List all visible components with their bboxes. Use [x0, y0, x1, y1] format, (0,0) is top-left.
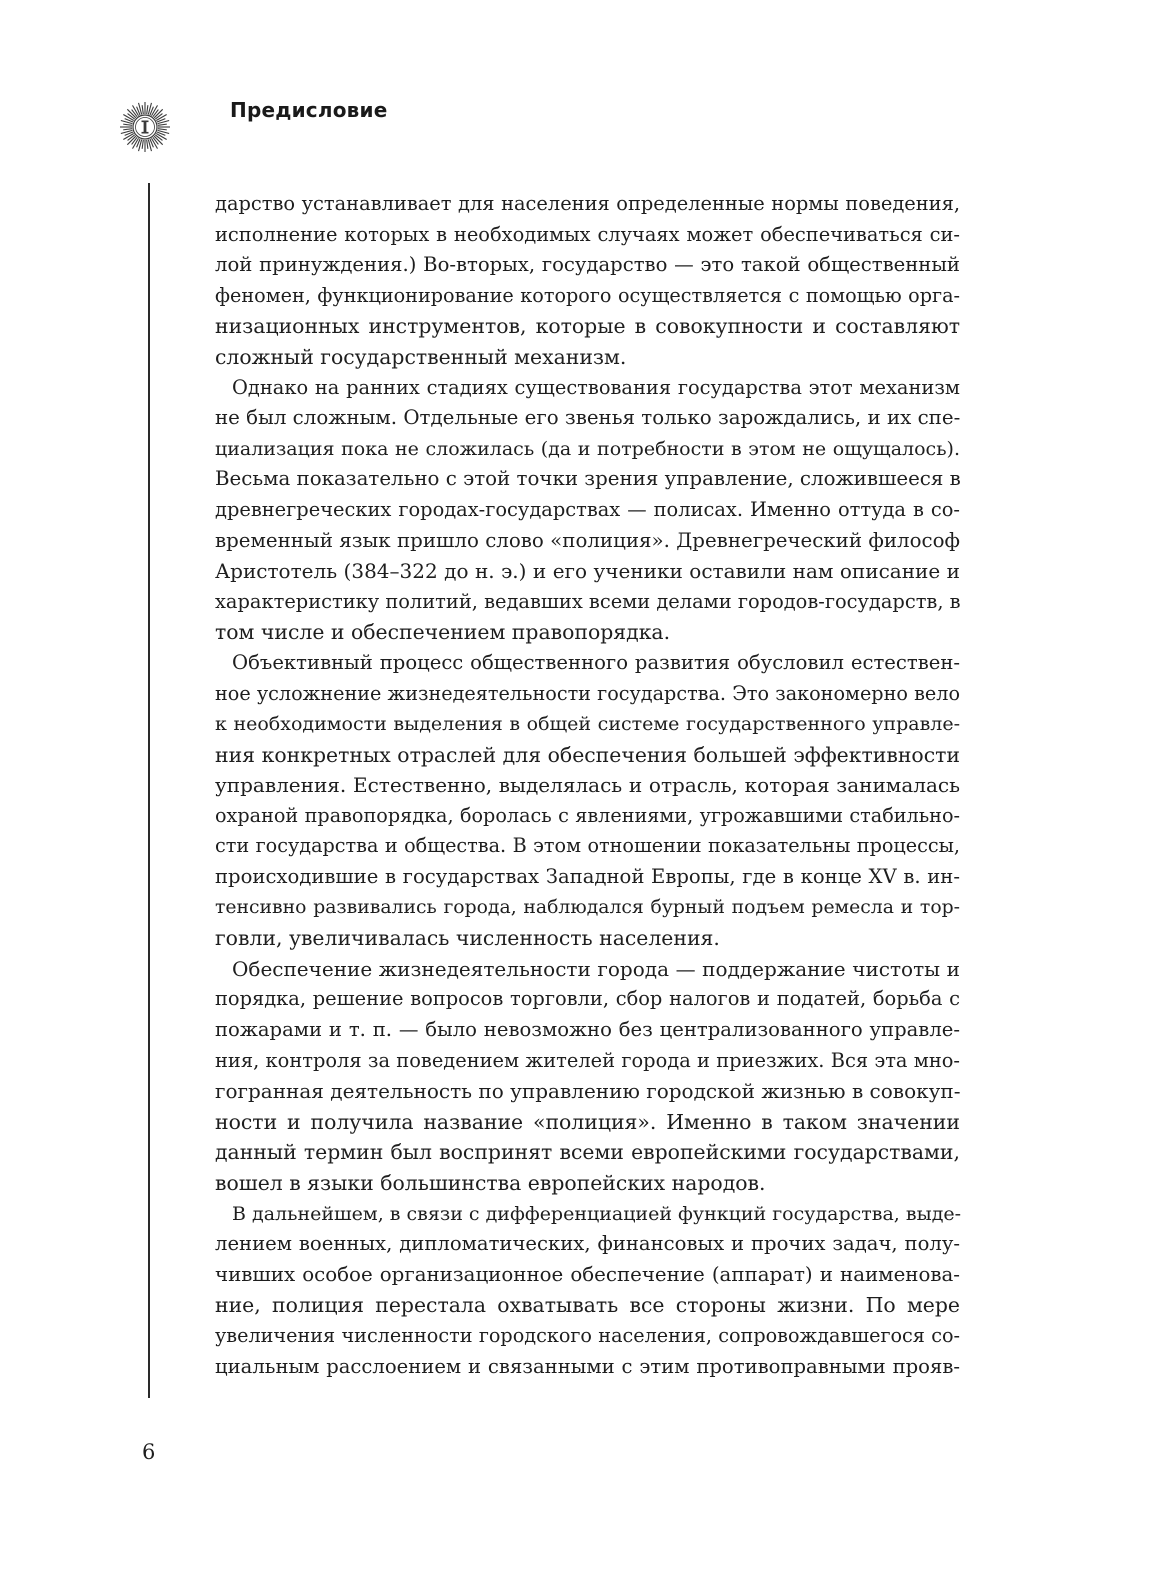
emblem-ray — [158, 124, 167, 125]
text-line: В дальнейшем, в связи с дифференциацией функций государства, выде- — [232, 1202, 962, 1225]
text-line: циальным расслоением и связанными с этим противоправными прояв- — [215, 1354, 960, 1378]
text-line: управления. Естественно, выделялась и отрасль, которая занималась — [215, 773, 960, 798]
text-line: гогранная деятельность по управлению городской жизнью в совокуп- — [215, 1079, 961, 1104]
text-line: данный термин был воспринят всеми европейскими государствами, — [215, 1140, 960, 1165]
text-line: чивших особое организационное обеспечение (аппарат) и наименова- — [215, 1262, 960, 1286]
text-line: охраной правопорядка, боролась с явлениями, угрожавшими стабильно- — [215, 803, 960, 827]
text-line: ния конкретных отраслей для обеспечения большей эффективности — [215, 742, 960, 767]
section-title: Предисловие — [230, 98, 388, 122]
emblem-ray — [158, 129, 167, 130]
text-line: лой принуждения.) Во-вторых, государство — это такой общественный — [215, 253, 960, 277]
page-number: 6 — [142, 1440, 156, 1464]
text-line: феномен, функционирование которого осуществляется с помощью орга- — [215, 283, 960, 307]
body-text — [215, 189, 960, 1382]
text-line: характеристику политий, ведавших всеми делами городов-государств, в — [215, 589, 961, 613]
text-line: Обеспечение жизнедеятельности города — поддержание чистоты и — [232, 956, 960, 981]
text-line: ния, контроля за поведением жителей города и приезжих. Вся эта мно- — [215, 1048, 960, 1072]
text-line: том числе и обеспечением правопорядка. — [215, 620, 671, 645]
text-line: Объективный процесс общественного развития обусловил естествен- — [232, 650, 960, 674]
text-line: пожарами и т. п. — было невозможно без централизованного управле- — [215, 1018, 960, 1042]
text-line: Весьма показательно с этой точки зрения управление, сложившееся в — [215, 467, 961, 491]
emblem-ray — [123, 124, 132, 125]
text-line: увеличения численности городского населения, сопровождавшегося со- — [215, 1323, 960, 1347]
text-line: ное усложнение жизнедеятельности государства. Это закономерно вело — [215, 681, 960, 705]
text-line: низационных инструментов, которые в совокупности и составляют — [215, 314, 960, 339]
text-line: циализация пока не сложилась (да и потребности в этом не ощущалось). — [215, 437, 960, 460]
text-line: древнегреческих городах-государствах — полисах. Именно оттуда в со- — [215, 497, 960, 521]
emblem-ray — [142, 140, 143, 149]
text-line: исполнение которых в необходимых случаях может обеспечиваться си- — [215, 222, 960, 246]
emblem-ray — [147, 105, 148, 114]
text-line: Однако на ранних стадиях существования государства этот механизм — [232, 375, 960, 399]
text-line: тенсивно развивались города, наблюдался бурный подъем ремесла и тор- — [215, 896, 960, 918]
text-line: ности и получила название «полиция». Именно в таком значении — [215, 1109, 960, 1134]
text-line: дарство устанавливает для населения определенные нормы поведения, — [215, 192, 960, 215]
text-line: ние, полиция перестала охватывать все стороны жизни. По мере — [215, 1293, 960, 1318]
text-line: происходившие в государствах Западной Европы, где в конце XV в. ин- — [215, 865, 960, 889]
emblem-ray — [123, 129, 132, 130]
text-line: говли, увеличивалась численность населения. — [215, 926, 720, 951]
text-line: временный язык пришло слово «полиция». Древнегреческий философ — [215, 528, 960, 552]
sunburst-emblem-icon — [119, 101, 171, 153]
emblem-ray — [142, 105, 143, 114]
text-line: к необходимости выделения в общей системе государственного управле- — [215, 713, 960, 736]
text-line: Аристотель (384–322 до н. э.) и его ученики оставили нам описание и — [215, 559, 960, 584]
text-line: сти государства и общества. В этом отношении показательны процессы, — [215, 834, 960, 858]
text-line: вошел в языки большинства европейских народов. — [215, 1171, 766, 1195]
emblem-ray — [147, 140, 148, 149]
text-line: лением военных, дипломатических, финансовых и прочих задач, полу- — [215, 1232, 960, 1256]
margin-rule — [148, 183, 150, 1398]
text-line: порядка, решение вопросов торговли, сбор налогов и податей, борьба с — [215, 987, 960, 1011]
text-line: не был сложным. Отдельные его звенья только зарождались, и их спе- — [215, 406, 961, 430]
text-line: сложный государственный механизм. — [215, 344, 627, 369]
